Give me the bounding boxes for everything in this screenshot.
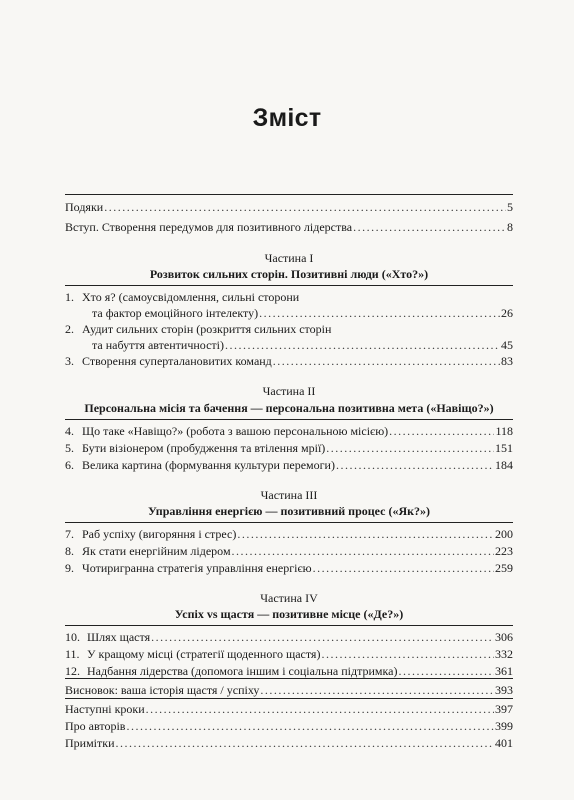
toc-entry[interactable] <box>65 353 513 369</box>
part-title: Успіх vs щастя — позитивне місце («Де?») <box>174 607 404 621</box>
entry-number: 1. <box>65 290 74 304</box>
entry-title: У кращому місці (стратегії щоденного щастя) <box>87 647 321 661</box>
page-title: Зміст <box>252 104 322 132</box>
part-title: Персональна місія та бачення — персональна позитивна мета («Навіщо?») <box>84 401 494 415</box>
entry-number: 8. <box>65 544 74 558</box>
entry-number: 10. <box>65 630 80 644</box>
toc-entry-notes[interactable] <box>65 735 513 751</box>
part-label: Частина I <box>264 251 314 265</box>
divider <box>65 194 513 195</box>
entry-number: 5. <box>65 441 74 455</box>
toc-entry-next-steps[interactable] <box>65 701 513 717</box>
part-label: Частина III <box>260 488 318 502</box>
entry-number: 3. <box>65 354 74 368</box>
entry-title: Створення суперталановитих команд <box>82 354 272 368</box>
entry-title: Чотиригранна стратегія управління енергією <box>82 561 312 575</box>
entry-page: 393 <box>495 683 513 697</box>
entry-title: Про авторів <box>65 719 126 733</box>
divider <box>65 678 513 679</box>
toc-entry[interactable] <box>65 440 513 456</box>
entry-title: Примітки <box>65 736 115 750</box>
entry-title: Бути візіонером (пробудження та втілення мрії) <box>82 441 326 455</box>
entry-number: 2. <box>65 322 74 336</box>
entry-page: 223 <box>495 544 513 558</box>
toc-entry[interactable] <box>65 457 513 473</box>
entry-number: 12. <box>65 664 80 678</box>
entry-page: 401 <box>495 736 513 750</box>
part-title: Розвиток сильних сторін. Позитивні люди («Хто?») <box>149 267 429 281</box>
entry-title: Що таке «Навіщо?» (робота з вашою персональною місією) <box>82 424 389 438</box>
toc-entry[interactable] <box>65 560 513 576</box>
part-label: Частина IV <box>260 591 318 605</box>
entry-title: Вступ. Створення передумов для позитивного лідерства <box>65 220 353 234</box>
toc-entry-acknowledgements[interactable] <box>65 199 513 215</box>
entry-page: 184 <box>495 458 513 472</box>
entry-title: Шлях щастя <box>87 630 151 644</box>
divider <box>65 285 513 286</box>
entry-page: 151 <box>495 441 513 455</box>
toc-entry[interactable] <box>65 423 513 439</box>
entry-number: 6. <box>65 458 74 472</box>
divider <box>65 522 513 523</box>
entry-page: 306 <box>495 630 513 644</box>
entry-title: Подяки <box>65 200 104 214</box>
entry-title: Аудит сильних сторін (розкриття сильних сторін <box>82 322 332 336</box>
entry-number: 9. <box>65 561 74 575</box>
entry-number: 4. <box>65 424 74 438</box>
entry-page: 399 <box>495 719 513 733</box>
toc-entry-about-authors[interactable] <box>65 718 513 734</box>
entry-page: 332 <box>495 647 513 661</box>
entry-title: Раб успіху (вигоряння і стрес) <box>82 527 237 541</box>
toc-entry[interactable] <box>65 543 513 559</box>
entry-page: 5 <box>507 200 513 214</box>
entry-page: 8 <box>507 220 513 234</box>
part-label: Частина II <box>262 384 316 398</box>
entry-title: Наступні кроки <box>65 702 145 716</box>
entry-page: 397 <box>495 702 513 716</box>
toc-entry-conclusion[interactable] <box>65 682 513 698</box>
entry-title: Висновок: ваша історія щастя / успіху <box>65 683 260 697</box>
divider <box>65 625 513 626</box>
entry-page: 118 <box>495 424 513 438</box>
entry-title: Як стати енергійним лідером <box>82 544 231 558</box>
entry-page: 45 <box>501 338 513 352</box>
divider <box>65 698 513 699</box>
entry-number: 7. <box>65 527 74 541</box>
entry-number: 11. <box>65 647 80 661</box>
entry-page: 83 <box>501 354 513 368</box>
entry-page: 26 <box>501 306 513 320</box>
divider <box>65 419 513 420</box>
entry-page: 361 <box>495 664 513 678</box>
entry-title-cont: та фактор емоційного інтелекту) <box>92 306 259 320</box>
toc-entry-introduction[interactable] <box>65 219 513 235</box>
toc-entry[interactable] <box>65 321 513 353</box>
entry-title: Хто я? (самоусвідомлення, сильні сторони <box>82 290 300 304</box>
toc-entry[interactable] <box>65 289 513 321</box>
toc-entry[interactable] <box>65 629 513 645</box>
entry-title: Велика картина (формування культури перемоги) <box>82 458 335 472</box>
entry-title-cont: та набуття автентичності) <box>92 338 224 352</box>
toc-entry[interactable] <box>65 646 513 662</box>
part-title: Управління енергією — позитивний процес («Як?») <box>147 504 431 518</box>
toc-entry[interactable] <box>65 526 513 542</box>
entry-title: Надбання лідерства (допомога іншим і соціальна підтримка) <box>87 664 398 678</box>
entry-page: 200 <box>495 527 513 541</box>
entry-page: 259 <box>495 561 513 575</box>
toc-entry[interactable] <box>65 663 513 679</box>
